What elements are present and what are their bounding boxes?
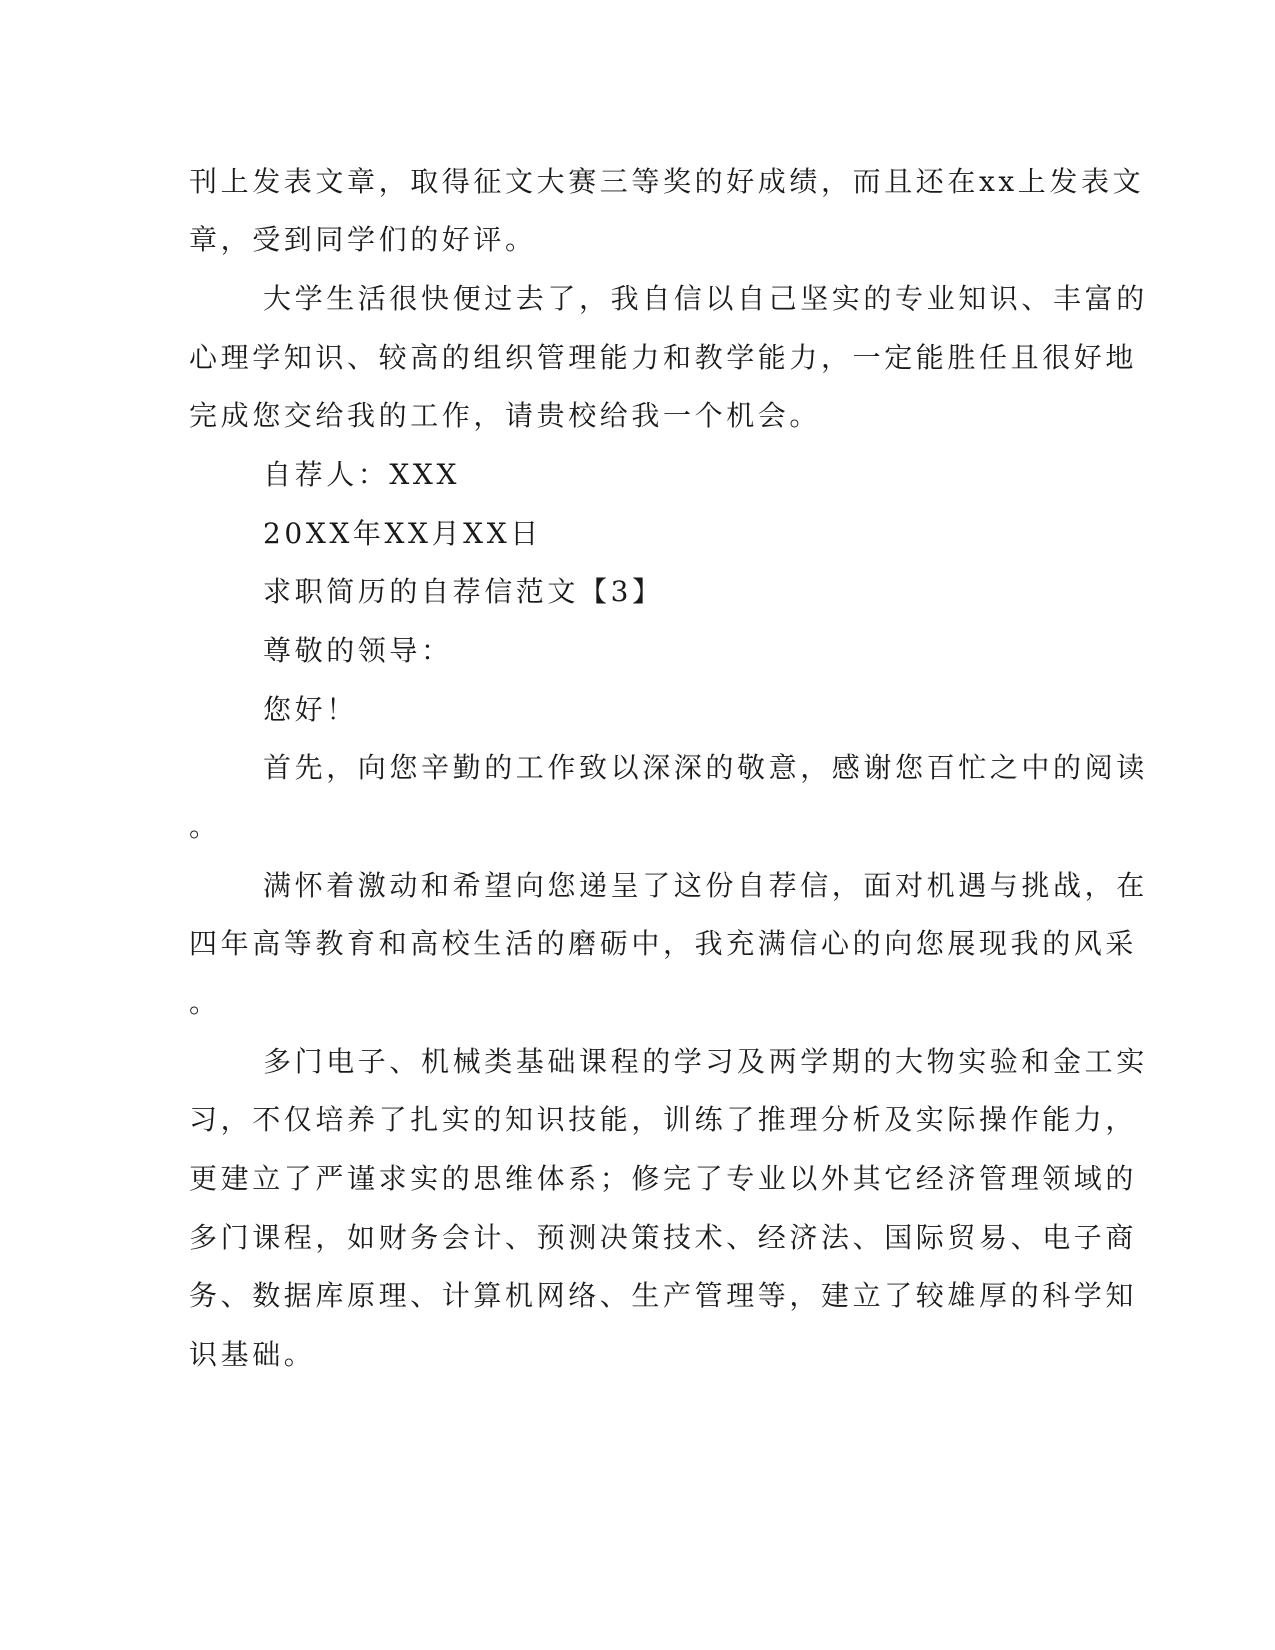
paragraph-start-line: 满怀着激动和希望向您递呈了这份自荐信，面对机遇与挑战，在: [263, 869, 1148, 902]
paragraph-start-line: 大学生活很快便过去了，我自信以自己坚实的专业知识、丰富的: [263, 282, 1148, 315]
text-line: 多门课程，如财务会计、预测决策技术、经济法、国际贸易、电子商: [189, 1221, 1138, 1254]
paragraph-start-line: 多门电子、机械类基础课程的学习及两学期的大物实验和金工实: [263, 1045, 1148, 1078]
signature-line: 自荐人：XXX: [263, 458, 461, 491]
section-heading: 求职简历的自荐信范文【3】: [263, 575, 664, 608]
text-line: 心理学知识、较高的组织管理能力和教学能力，一定能胜任且很好地: [189, 341, 1138, 374]
text-line: 四年高等教育和高校生活的磨砺中，我充满信心的向您展现我的风采: [189, 927, 1138, 960]
text-line: 章，受到同学们的好评。: [189, 223, 537, 256]
text-line: 完成您交给我的工作，请贵校给我一个机会。: [189, 399, 822, 432]
text-line: 习，不仅培养了扎实的知识技能，训练了推理分析及实际操作能力，: [189, 1103, 1138, 1136]
paragraph-start-line: 首先，向您辛勤的工作致以深深的敬意，感谢您百忙之中的阅读: [263, 751, 1148, 784]
text-line: 务、数据库原理、计算机网络、生产管理等，建立了较雄厚的科学知: [189, 1279, 1138, 1312]
text-line: 。: [189, 810, 221, 843]
text-line: 刊上发表文章，取得征文大赛三等奖的好成绩，而且还在xx上发表文: [189, 165, 1145, 198]
text-line: 识基础。: [189, 1338, 316, 1371]
text-line: 。: [189, 986, 221, 1019]
date-line: 20XX年XX月XX日: [263, 517, 542, 550]
salutation: 尊敬的领导：: [263, 634, 453, 667]
greeting: 您好！: [263, 693, 358, 726]
text-line: 更建立了严谨求实的思维体系；修完了专业以外其它经济管理领域的: [189, 1162, 1138, 1195]
